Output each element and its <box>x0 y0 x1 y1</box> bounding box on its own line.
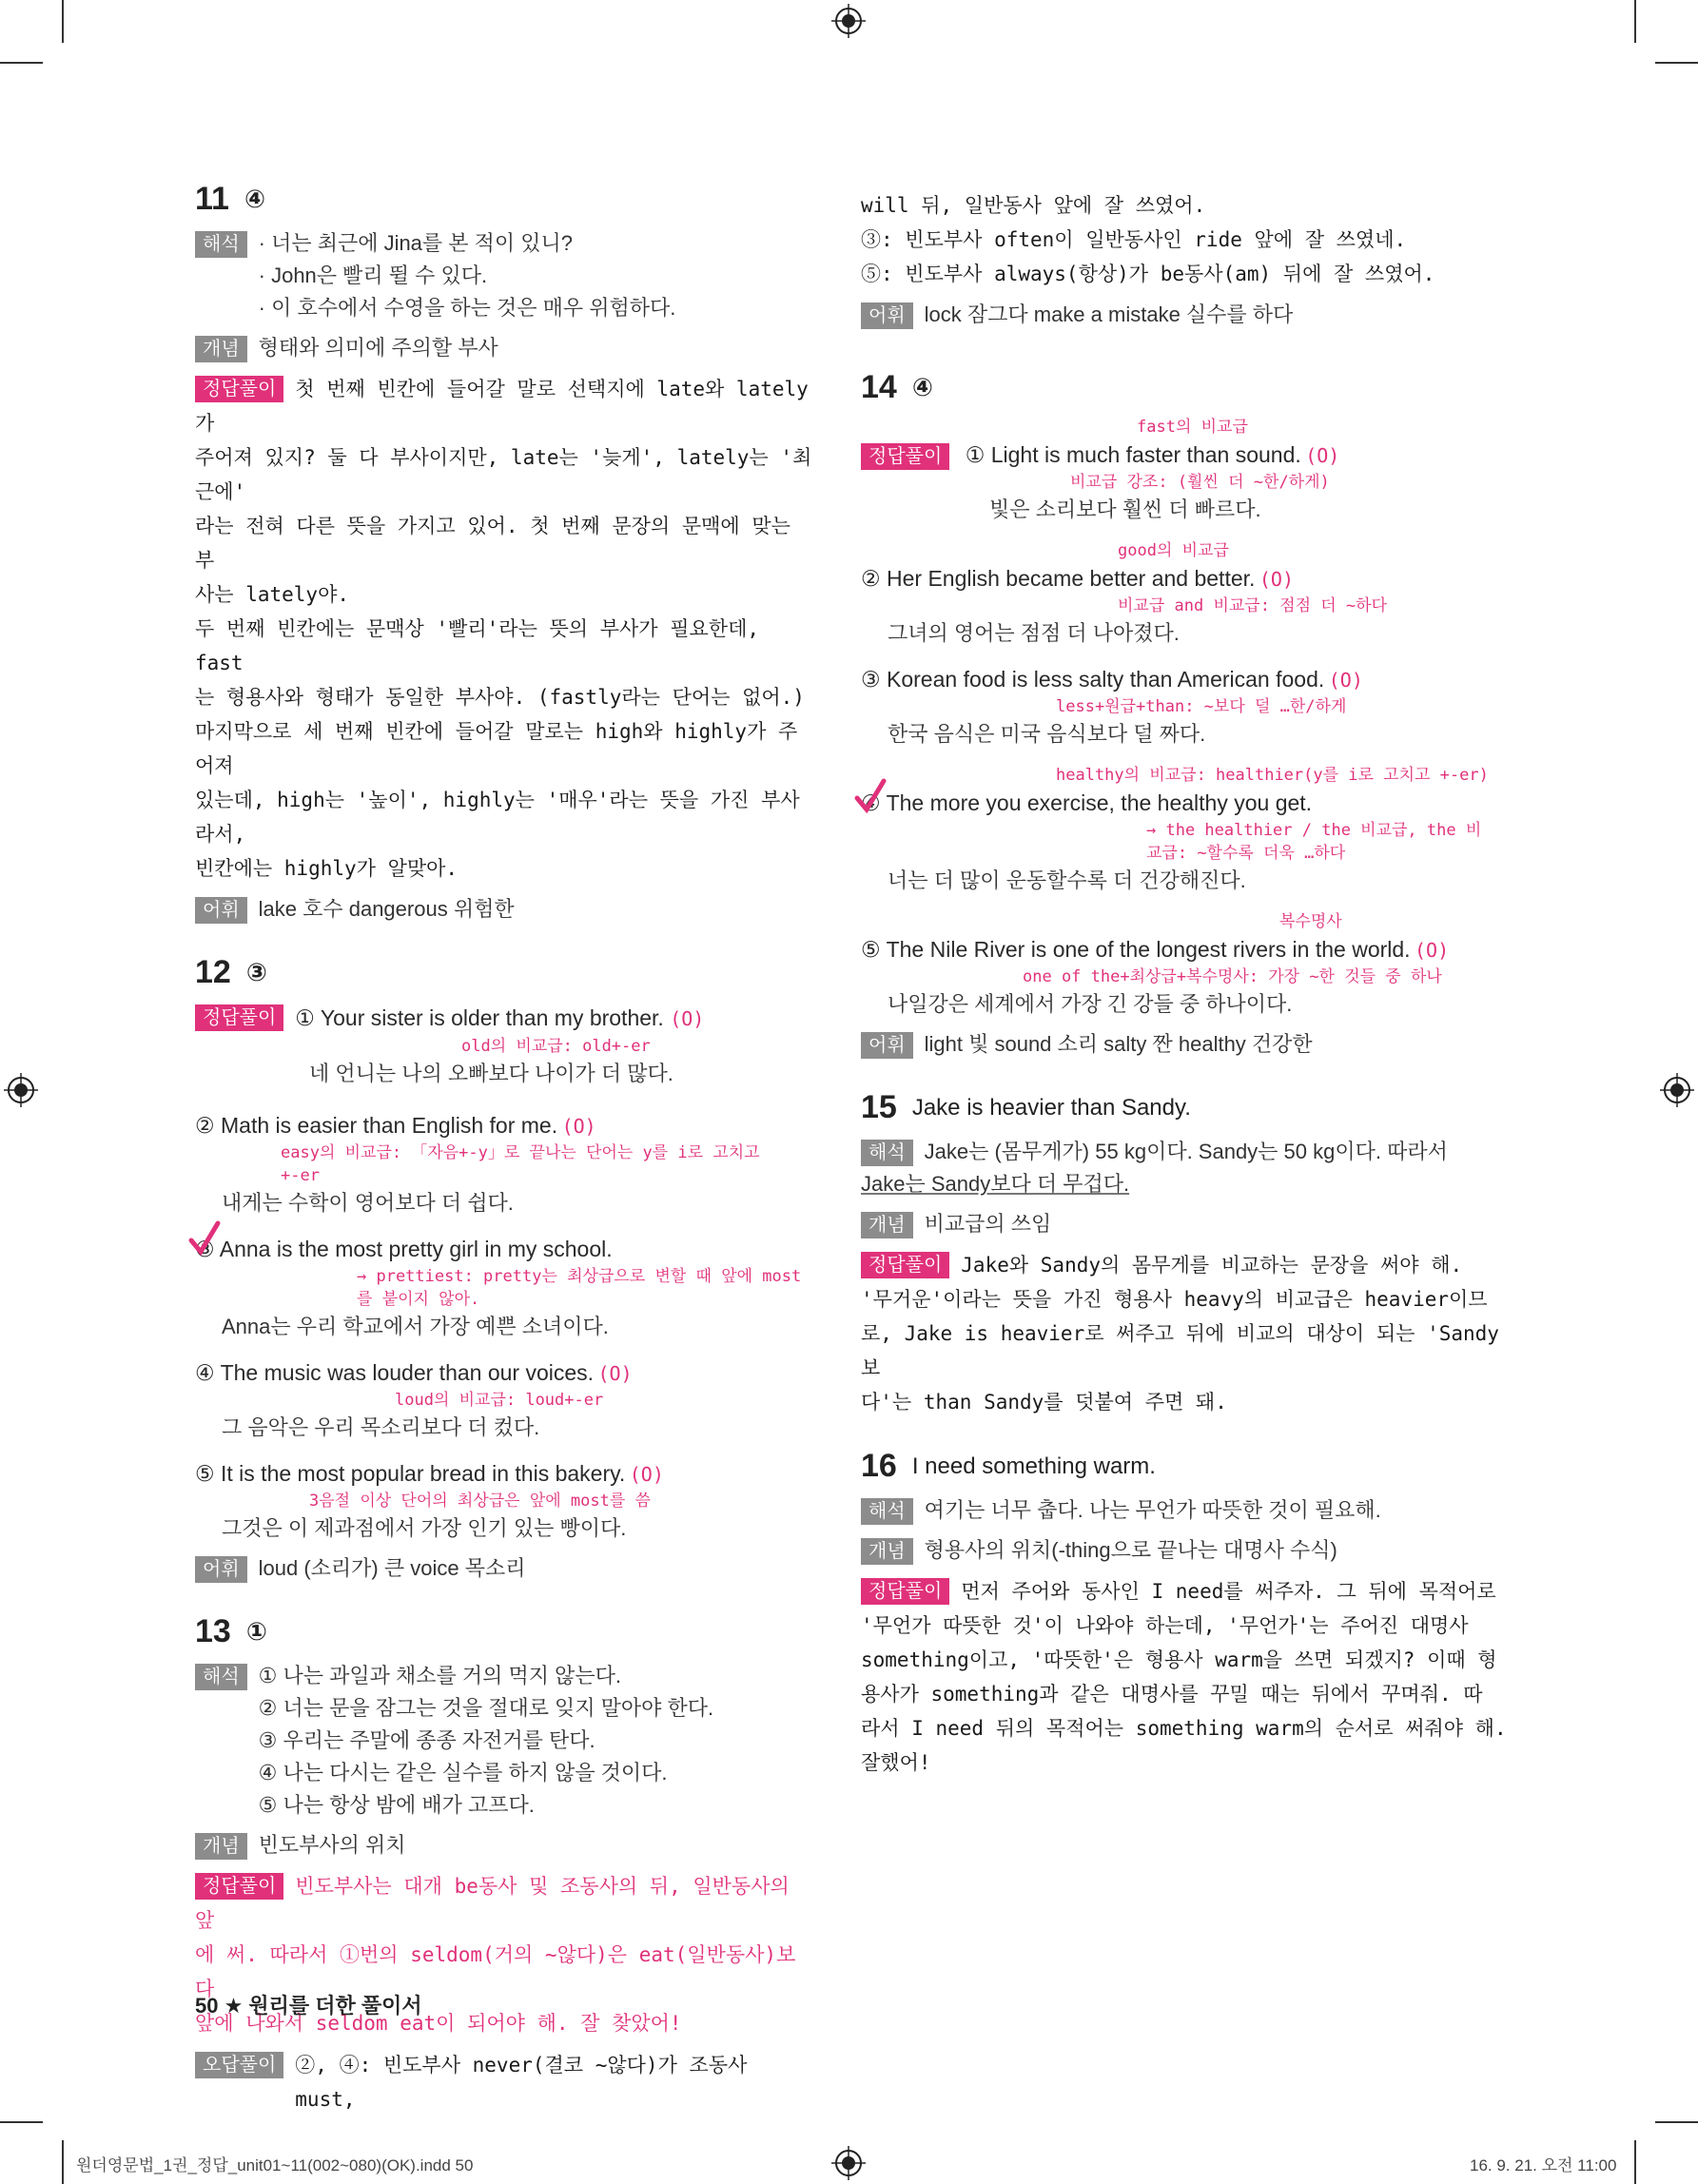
translation-line: ⑤ 나는 항상 밤에 배가 고프다. <box>258 1793 535 1817</box>
choice-item <box>195 1001 813 1090</box>
crop-mark <box>0 2121 43 2123</box>
vocab-text: light 빛 sound 소리 salty 짠 healthy 건강한 <box>924 1032 1313 1056</box>
crop-mark <box>0 62 43 64</box>
choice-item <box>195 1233 813 1343</box>
choice-item <box>195 1109 813 1219</box>
choice-note: 비교급 강조: (훨씬 더 ~한/하게) <box>1070 473 1330 492</box>
answer: ④ <box>911 373 933 401</box>
answer: I need something warm. <box>911 1453 1156 1479</box>
explanation-line: something이고, '따뜻한'은 형용사 warm을 쓰면 되겠지? 이때 형 <box>861 1648 1497 1671</box>
check-mark: (O) <box>1305 444 1340 467</box>
choice-sentence: ① Your sister is older than my brother. <box>295 1005 664 1030</box>
question-12 <box>195 954 813 1585</box>
choice-translation: 빛은 소리보다 훨씬 더 빠르다. <box>989 497 1261 521</box>
explanation-line: 마지막으로 세 번째 빈칸에 들어갈 말로는 high와 highly가 주어져 <box>195 720 798 777</box>
choice-item <box>861 663 1517 751</box>
choice-top-note: healthy의 비교급: healthier(y를 i로 고치고 +-er) <box>1056 766 1489 785</box>
right-column <box>861 188 1517 1808</box>
vocab-text: lake 호수 dangerous 위험한 <box>258 897 515 921</box>
explanation-tag: 정답풀이 <box>195 1004 283 1031</box>
concept-tag: 개념 <box>195 336 247 362</box>
choice-sentence: ① Light is much faster than sound. <box>965 442 1301 467</box>
explanation-line: 사는 lately야. <box>195 583 350 606</box>
choice-note: old의 비교급: old+-er <box>461 1037 651 1056</box>
explanation-line: 빈칸에는 highly가 알맞아. <box>195 857 459 880</box>
explanation-line: 먼저 주어와 동사인 I need를 써주자. 그 뒤에 목적어로 <box>961 1580 1496 1603</box>
choice-note: → the healthier / the 비교급, the 비교급: ~할수록 더욱 …하다 <box>1146 821 1482 863</box>
choice-item <box>861 539 1517 650</box>
choice-item <box>195 1356 813 1444</box>
choice-sentence: ④ The music was louder than our voices. <box>195 1360 595 1385</box>
explanation-tag: 정답풀이 <box>861 443 949 470</box>
translation-tag: 해석 <box>861 1140 913 1166</box>
question-number: 11 <box>195 181 229 217</box>
explanation-line: 용사가 something과 같은 대명사를 꾸밀 때는 뒤에서 꾸며줘. 따 <box>861 1683 1483 1706</box>
explanation-line: 에 써. 따라서 ①번의 seldom(거의 ~않다)은 eat(일반동사)보다 <box>195 1943 796 2000</box>
choice-note: loud의 비교급: loud+-er <box>395 1391 604 1410</box>
check-mark: (O) <box>629 1463 664 1486</box>
explanation-tag: 정답풀이 <box>195 1873 283 1900</box>
vocab-text: lock 잠그다 make a mistake 실수를 하다 <box>924 302 1294 326</box>
choice-item <box>861 416 1517 526</box>
choice-sentence: ② Math is easier than English for me. <box>195 1113 558 1138</box>
left-column <box>195 181 813 2145</box>
translation-line: · John은 빨리 뛸 수 있다. <box>258 263 488 287</box>
question-14 <box>861 369 1517 1061</box>
question-16 <box>861 1448 1517 1780</box>
page-footer: 50 ★ 원리를 더한 풀이서 <box>195 1994 422 2018</box>
concept-tag: 개념 <box>861 1212 913 1238</box>
explanation-line: will 뒤, 일반동사 앞에 잘 쓰였어. <box>861 194 1206 217</box>
concept-text: 빈도부사의 위치 <box>258 1833 406 1857</box>
explanation-line: 있는데, high는 '높이', highly는 '매우'라는 뜻을 가진 부사라서, <box>195 789 800 846</box>
choice-note: easy의 비교급: 「자음+-y」로 끝나는 단어는 y를 i로 고치고 +-er <box>281 1143 760 1185</box>
choice-item <box>195 1457 813 1545</box>
translation-line: · 너는 최근에 Jina를 본 적이 있니? <box>258 231 574 255</box>
crop-mark <box>1634 0 1636 43</box>
concept-text: 비교급의 쓰임 <box>924 1212 1052 1236</box>
explanation-line: '무언가 따뜻한 것'이 나와야 하는데, '무언가'는 주어진 대명사 <box>861 1614 1469 1637</box>
choice-sentence: ⑤ The Nile River is one of the longest rivers in the world. <box>861 937 1411 962</box>
choice-translation: 네 언니는 나의 오빠보다 나이가 더 많다. <box>309 1062 673 1085</box>
question-number: 16 <box>861 1448 897 1484</box>
registration-mark-icon <box>831 2146 866 2180</box>
choice-sentence: ③ Anna is the most pretty girl in my school. <box>195 1237 613 1261</box>
choice-item <box>861 764 1517 897</box>
answer: ③ <box>245 958 267 986</box>
question-number: 13 <box>195 1613 231 1649</box>
choice-sentence: ④ The more you exercise, the healthy you get. <box>861 790 1313 815</box>
question-number: 14 <box>861 369 897 405</box>
concept-text: 형용사의 위치(-thing으로 끝나는 대명사 수식) <box>924 1538 1337 1562</box>
concept-tag: 개념 <box>861 1538 913 1565</box>
choice-translation: 한국 음식은 미국 음식보다 덜 짜다. <box>888 722 1206 746</box>
vocab-text: loud (소리가) 큰 voice 목소리 <box>258 1556 526 1580</box>
explanation-line: 라서 I need 뒤의 목적어는 something warm의 순서로 써줘야 해. <box>861 1717 1507 1740</box>
choice-translation: 너는 더 많이 운동할수록 더 건강해진다. <box>888 868 1246 892</box>
explanation-tag: 정답풀이 <box>861 1578 949 1605</box>
explanation-tag: 정답풀이 <box>861 1252 949 1278</box>
check-mark: (O) <box>561 1115 596 1138</box>
crop-mark <box>1634 2140 1636 2184</box>
answer: ④ <box>244 185 265 213</box>
check-mark: (O) <box>1415 939 1450 962</box>
translation-tag: 해석 <box>195 231 247 258</box>
registration-mark-icon <box>831 4 866 38</box>
translation-tag: 해석 <box>195 1664 247 1690</box>
slug-date-info: 16. 9. 21. 오전 11:00 <box>1470 2156 1617 2174</box>
slug-file-info: 원더영문법_1권_정답_unit01~11(002~080)(OK).indd 50 <box>76 2156 474 2174</box>
answer: Jake is heavier than Sandy. <box>911 1094 1191 1121</box>
registration-mark-icon <box>4 1073 38 1107</box>
translation-line: ③ 우리는 주말에 종종 자전거를 탄다. <box>258 1728 595 1752</box>
translation-line: ① 나는 과일과 채소를 거의 먹지 않는다. <box>258 1664 621 1687</box>
explanation-line: 두 번째 빈칸에는 문맥상 '빨리'라는 뜻의 부사가 필요한데, fast <box>195 617 760 674</box>
choice-note: → prettiest: pretty는 최상급으로 변할 때 앞에 most를 붙이지 않아. <box>357 1267 802 1309</box>
translation-line: 여기는 너무 춥다. 나는 무언가 따뜻한 것이 필요해. <box>924 1498 1381 1522</box>
check-mark: (O) <box>597 1362 633 1385</box>
explanation-line: 로, Jake is heavier로 써주고 뒤에 비교의 대상이 되는 'Sandy보 <box>861 1322 1499 1379</box>
choice-sentence: ③ Korean food is less salty than American food. <box>861 667 1325 692</box>
crop-mark <box>62 2140 64 2184</box>
explanation-line: 빈도부사는 대개 be동사 및 조동사의 뒤, 일반동사의 앞 <box>195 1875 790 1932</box>
translation-line: Jake는 Sandy보다 더 무겁다. <box>861 1172 1130 1196</box>
explanation-line: 다'는 than Sandy를 덧붙여 주면 돼. <box>861 1391 1227 1414</box>
crop-mark <box>62 0 64 43</box>
choice-top-note: 복수명사 <box>1279 912 1342 931</box>
wrong-answer-text: ②, ④: 빈도부사 never(결코 ~않다)가 조동사 must, <box>295 2054 748 2111</box>
explanation-line: 첫 번째 빈칸에 들어갈 말로 선택지에 late와 lately가 <box>195 378 809 435</box>
answer: ① <box>245 1617 267 1646</box>
explanation-line: Jake와 Sandy의 몸무게를 비교하는 문장을 써야 해. <box>961 1254 1463 1277</box>
choice-top-note: fast의 비교급 <box>1137 418 1248 437</box>
concept-text: 형태와 의미에 주의할 부사 <box>258 336 498 360</box>
choice-note: one of the+최상급+복수명사: 가장 ~한 것들 중 하나 <box>1023 967 1442 986</box>
registration-mark-icon <box>1660 1073 1694 1107</box>
explanation-line: ③: 빈도부사 often이 일반동사인 ride 앞에 잘 쓰였네. <box>861 228 1407 251</box>
choice-note: 비교급 and 비교급: 점점 더 ~하다 <box>1118 596 1387 615</box>
explanation-line: 잘했어! <box>861 1751 931 1774</box>
crop-mark <box>1655 2121 1698 2123</box>
explanation-line: '무거운'이라는 뜻을 가진 형용사 heavy의 비교급은 heavier이므 <box>861 1288 1488 1311</box>
choice-sentence: ② Her English became better and better. <box>861 566 1256 591</box>
choice-translation: 그 음악은 우리 목소리보다 더 컸다. <box>222 1415 540 1439</box>
checkmark-icon <box>853 777 888 815</box>
checkmark-icon <box>187 1219 222 1258</box>
question-13 <box>195 1613 813 2116</box>
check-mark: (O) <box>670 1007 705 1030</box>
choice-translation: 내게는 수학이 영어보다 더 쉽다. <box>222 1191 514 1215</box>
translation-tag: 해석 <box>861 1498 913 1525</box>
choice-translation: 그것은 이 제과점에서 가장 인기 있는 빵이다. <box>222 1516 627 1540</box>
explanation-line: 라는 전혀 다른 뜻을 가지고 있어. 첫 번째 문장의 문맥에 맞는 부 <box>195 515 790 572</box>
vocab-tag: 어휘 <box>861 1032 913 1059</box>
translation-line: ④ 나는 다시는 같은 실수를 하지 않을 것이다. <box>258 1761 668 1784</box>
crop-mark <box>1655 62 1698 64</box>
check-mark: (O) <box>1328 669 1363 692</box>
choice-note: 3음절 이상 단어의 최상급은 앞에 most를 씀 <box>309 1492 651 1511</box>
choice-translation: 나일강은 세계에서 가장 긴 강들 중 하나이다. <box>888 992 1293 1016</box>
translation-line: ② 너는 문을 잠그는 것을 절대로 잊지 말아야 한다. <box>258 1696 714 1720</box>
concept-tag: 개념 <box>195 1833 247 1860</box>
vocab-tag: 어휘 <box>195 1556 247 1583</box>
choice-sentence: ⑤ It is the most popular bread in this bakery. <box>195 1461 626 1486</box>
question-number: 12 <box>195 954 231 990</box>
vocab-tag: 어휘 <box>861 302 913 329</box>
explanation-line: ⑤: 빈도부사 always(항상)가 be동사(am) 뒤에 잘 쓰였어. <box>861 263 1435 285</box>
translation-line: Jake는 (몸무게가) 55 kg이다. Sandy는 50 kg이다. 따라서 <box>924 1140 1448 1163</box>
explanation-line: 앞에 나와서 seldom eat이 되어야 해. 잘 찾았어! <box>195 2012 682 2035</box>
choice-translation: Anna는 우리 학교에서 가장 예쁜 소녀이다. <box>222 1315 609 1338</box>
question-number: 15 <box>861 1089 897 1125</box>
choice-translation: 그녀의 영어는 점점 더 나아졌다. <box>888 621 1180 645</box>
choice-top-note: good의 비교급 <box>1118 541 1229 560</box>
explanation-line: 주어져 있지? 둘 다 부사이지만, late는 '늦게', lately는 '최근에' <box>195 446 812 503</box>
choice-item <box>861 910 1517 1021</box>
choice-note: less+원급+than: ~보다 덜 …한/하게 <box>1056 697 1347 716</box>
wrong-answer-tag: 오답풀이 <box>195 2052 283 2078</box>
question-11 <box>195 181 813 926</box>
question-15 <box>861 1089 1517 1419</box>
check-mark: (O) <box>1259 568 1294 591</box>
translation-line: · 이 호수에서 수영을 하는 것은 매우 위험하다. <box>258 296 676 320</box>
vocab-tag: 어휘 <box>195 897 247 924</box>
explanation-line: 는 형용사와 형태가 동일한 부사야. (fastly라는 단어는 없어.) <box>195 686 805 709</box>
explanation-tag: 정답풀이 <box>195 376 283 402</box>
